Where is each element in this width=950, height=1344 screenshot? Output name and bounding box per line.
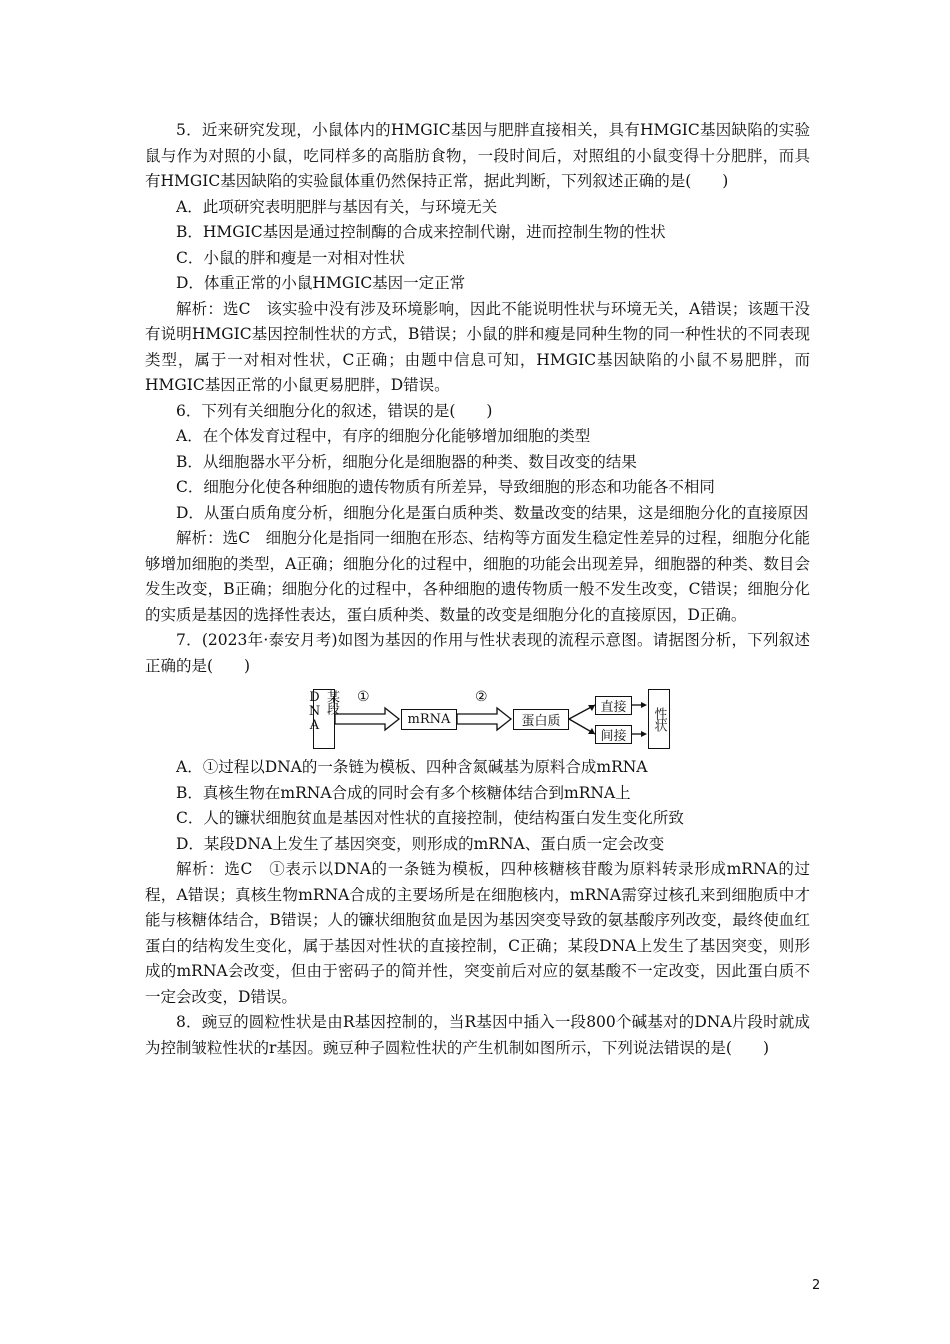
option-a: A．①过程以DNA的一条链为模板、四种含氮碱基为原料合成mRNA	[176, 758, 648, 776]
analysis: 解析：选C ①表示以DNA的一条链为模板，四种核糖核苷酸为原料转录形成mRNA的过程，A错误；真核生物mRNA合成的主要场所是在细胞核内，mRNA需穿过核孔来到细胞质中才能与核糖体结合，B错误；人的镰状细胞贫血是因为基因突变导致的氨基酸序列改变，最终使血红蛋白的结构发生变化，属于基因对性状的直接控制，C正确；某段DNA上发生了基因突变，则形成的mRNA会改变，但由于密码子的简并性，突变前后对应的氨基酸不一定改变，因此蛋白质不一定会改变，D错误。	[145, 860, 810, 1006]
direct-box	[595, 696, 632, 715]
question-stem: 5．近来研究发现，小鼠体内的HMGIC基因与肥胖直接相关，具有HMGIC基因缺陷的实验鼠与作为对照的小鼠，吃同样多的高脂肪食物，一段时间后，对照组的小鼠变得十分肥胖，而具有HMGIC基因缺陷的实验鼠体重仍然保持正常，据此判断，下列叙述正确的是( )	[145, 121, 810, 190]
analysis: 解析：选C 细胞分化是指同一细胞在形态、结构等方面发生稳定性差异的过程，细胞分化能够增加细胞的类型，A正确；细胞分化的过程中，细胞的功能会出现差异，细胞器的种类、数目会发生改变，B正确；细胞分化的过程中，各种细胞的遗传物质一般不发生改变，C错误；细胞分化的实质是基因的选择性表达，蛋白质种类、数量的改变是细胞分化的直接原因，D正确。	[145, 529, 810, 624]
question-6	[145, 399, 810, 629]
question-stem: 6．下列有关细胞分化的叙述，错误的是( )	[176, 401, 493, 420]
option-c: C．细胞分化使各种细胞的遗传物质有所差异，导致细胞的形态和功能各不相同	[176, 478, 715, 496]
page-content	[145, 118, 810, 1061]
option-b: B．HMGIC基因是通过控制酶的合成来控制代谢，进而控制生物的性状	[176, 223, 666, 241]
question-7	[145, 628, 810, 1010]
question-8	[145, 1010, 810, 1061]
trait-box	[648, 689, 670, 749]
option-c: C．人的镰状细胞贫血是基因对性状的直接控制，使结构蛋白发生变化所致	[176, 809, 684, 827]
indirect-box	[595, 725, 632, 744]
option-a: A．此项研究表明肥胖与基因有关，与环境无关	[176, 197, 498, 216]
mrna-label: mRNA	[407, 712, 451, 727]
option-b: B．从细胞器水平分析，细胞分化是细胞器的种类、数目改变的结果	[176, 452, 637, 471]
option-d: D．体重正常的小鼠HMGIC基因一定正常	[176, 274, 466, 292]
step-1-label: ①	[357, 689, 370, 705]
indirect-label: 间接	[600, 729, 627, 744]
question-5	[145, 118, 810, 399]
option-d: D．某段DNA上发生了基因突变，则形成的mRNA、蛋白质一定会改变	[176, 834, 665, 853]
option-c: C．小鼠的胖和瘦是一对相对性状	[176, 248, 405, 267]
protein-box	[513, 709, 569, 730]
page-number: 2	[812, 1278, 821, 1293]
mrna-box	[401, 709, 457, 730]
question-stem: 8．豌豆的圆粒性状是由R基因控制的，当R基因中插入一段800个碱基对的DNA片段时就成为控制皱粒性状的r基因。豌豆种子圆粒性状的产生机制如图所示，下列说法错误的是( )	[145, 1013, 810, 1057]
question-stem: 7．(2023年·泰安月考)如图为基因的作用与性状表现的流程示意图。请据图分析，下列叙述正确的是( )	[145, 631, 810, 675]
option-a: A．在个体发育过程中，有序的细胞分化能够增加细胞的类型	[176, 427, 591, 445]
step-2-label: ②	[475, 689, 488, 705]
gene-trait-flow-diagram	[145, 687, 810, 749]
option-b: B．真核生物在mRNA合成的同时会有多个核糖体结合到mRNA上	[176, 783, 631, 802]
protein-label: 蛋白质	[521, 714, 561, 729]
trait-label: 性状	[651, 707, 667, 731]
analysis: 解析：选C 该实验中没有涉及环境影响，因此不能说明性状与环境无关，A错误；该题干没有说明HMGIC基因控制性状的方式，B错误；小鼠的胖和瘦是同种生物的同一种性状的不同表现类型，属于一对相对性状，C正确；由题中信息可知，HMGIC基因缺陷的小鼠不易肥胖，而HMGIC基因正常的小鼠更易肥胖，D错误。	[145, 299, 810, 394]
dna-label: 某段DNA	[307, 690, 339, 732]
direct-label: 直接	[600, 700, 627, 715]
dna-box	[307, 689, 339, 749]
option-d: D．从蛋白质角度分析，细胞分化是蛋白质种类、数量改变的结果，这是细胞分化的直接原因	[176, 503, 809, 522]
